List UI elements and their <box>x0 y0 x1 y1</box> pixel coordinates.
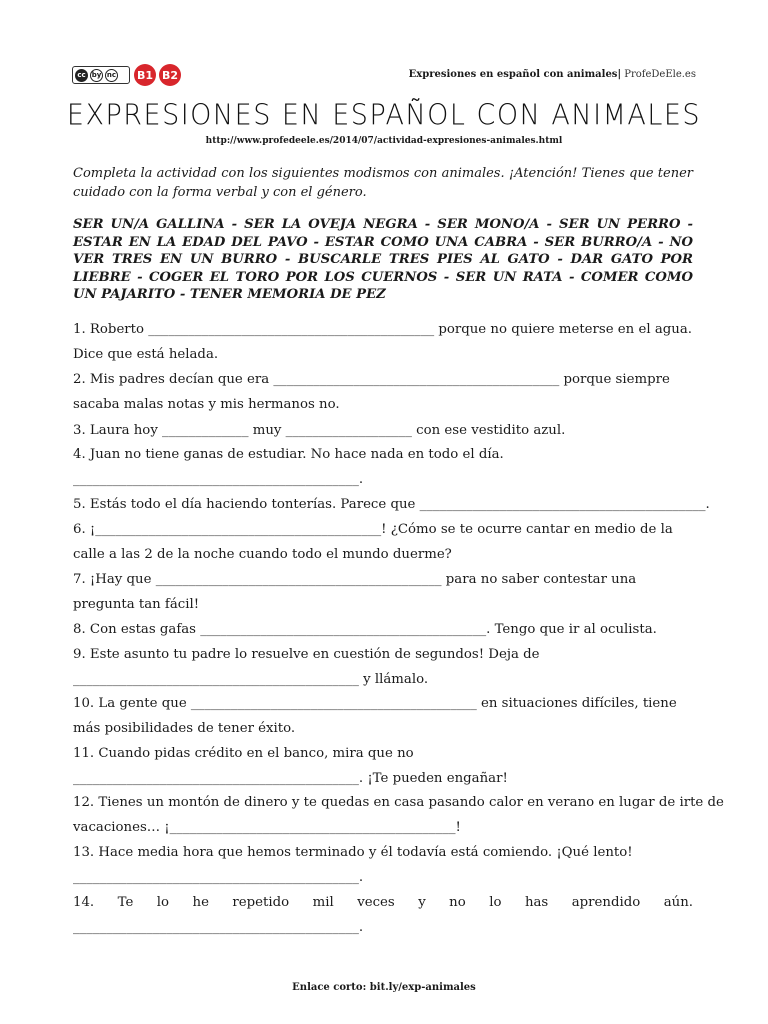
exercise-line: ___________________________________________. <box>73 920 364 935</box>
exercise-line: 5. Estás todo el día haciendo tonterías. Parece que ___________________________________________. <box>73 497 710 512</box>
exercise-line: 12. Tienes un montón de dinero y te quedas en casa pasando calor en verano en lugar de irte de <box>73 795 724 810</box>
exercise-line: ___________________________________________. ¡Te pueden engañar! <box>73 771 508 786</box>
exercise-line: 2. Mis padres decían que era ___________________________________________ porque siempre <box>73 372 670 387</box>
instructions: Completa la actividad con los siguientes modismos con animales. ¡Atención! Tienes que tener cuidado con la forma verbal y con el género. <box>73 166 693 200</box>
exercise-line: 10. La gente que ___________________________________________ en situaciones difíciles, tiene <box>73 696 677 711</box>
exercise-line: 13. Hace media hora que hemos terminado y él todavía está comiendo. ¡Qué lento! <box>73 845 633 860</box>
exercise-line: calle a las 2 de la noche cuando todo el mundo duerme? <box>73 547 452 562</box>
exercise-line: pregunta tan fácil! <box>73 597 200 612</box>
exercise-line: 3. Laura hoy _____________ muy ___________________ con ese vestidito azul. <box>73 423 566 438</box>
header-site-title <box>409 69 696 80</box>
header-doc-title: Expresiones en español con animales <box>408 69 618 80</box>
page-title: EXPRESIONES EN ESPAÑOL CON ANIMALES <box>66 99 702 132</box>
exercise-line: más posibilidades de tener éxito. <box>73 721 296 736</box>
level-b2-badge: B2 <box>159 64 181 86</box>
header-separator: | <box>617 69 622 80</box>
exercise-line: 14. Te lo he repetido mil veces y no lo has aprendido aún. <box>73 895 693 910</box>
by-icon: by <box>90 69 103 82</box>
exercise-line: 11. Cuando pidas crédito en el banco, mira que no <box>73 746 414 761</box>
page-footer <box>0 982 768 993</box>
creative-commons-badge <box>72 66 130 84</box>
exercise-line: 9. Este asunto tu padre lo resuelve en cuestión de segundos! Deja de <box>73 647 540 662</box>
exercise-line: 1. Roberto ___________________________________________ porque no quiere meterse en el agua. <box>73 322 692 337</box>
cc-icon: cc <box>75 69 88 82</box>
footer-colon: : <box>362 982 370 993</box>
nc-icon: nc <box>105 69 118 82</box>
exercise-line: ___________________________________________. <box>73 870 364 885</box>
exercise-line: ___________________________________________ y llámalo. <box>73 672 429 687</box>
short-link[interactable]: bit.ly/exp-animales <box>369 982 476 993</box>
header-site-name: ProfeDeEle.es <box>621 69 696 80</box>
exercise-line: 4. Juan no tiene ganas de estudiar. No hace nada en todo el día. <box>73 447 504 462</box>
footer-label: Enlace corto <box>292 982 363 993</box>
exercise-line: vacaciones… ¡___________________________________________! <box>73 820 461 835</box>
exercise-line: sacaba malas notas y mis hermanos no. <box>73 397 340 412</box>
level-b1-badge: B1 <box>134 64 156 86</box>
page-header <box>72 64 696 86</box>
vocabulary-list: SER UN/A GALLINA - SER LA OVEJA NEGRA - SER MONO/A - SER UN PERRO - ESTAR EN LA EDAD DEL PAVO - ESTAR COMO UNA CABRA - SER BURRO/A - NO VER TRES EN UN BURRO - BUSCARLE TRES PIES AL GATO - DAR GATO POR LIEBRE - COGER EL TORO POR LOS CUERNOS - SER UN RATA - COMER COMO UN PAJARITO - TENER MEMORIA DE PEZ <box>73 217 693 302</box>
exercise-line: ___________________________________________. <box>73 472 364 487</box>
exercise-line: 6. ¡___________________________________________! ¿Cómo se te ocurre cantar en medio de la <box>73 522 673 537</box>
exercise-line: 8. Con estas gafas ___________________________________________. Tengo que ir al oculista. <box>73 622 657 637</box>
source-url[interactable]: http://www.profedeele.es/2014/07/actividad-expresiones-animales.html <box>205 136 563 146</box>
exercise-line: 7. ¡Hay que ___________________________________________ para no saber contestar una <box>73 572 637 587</box>
exercise-line: Dice que está helada. <box>73 347 219 362</box>
